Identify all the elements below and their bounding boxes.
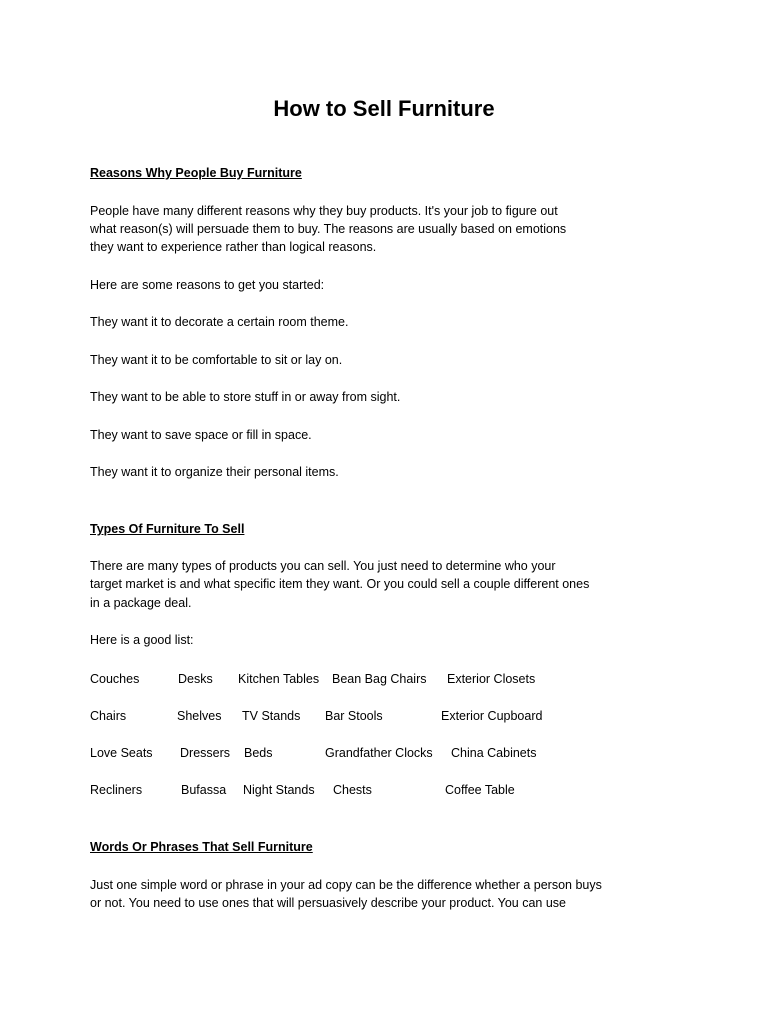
paragraph-line: in a package deal. — [90, 596, 192, 610]
furniture-item: Shelves — [177, 709, 222, 723]
furniture-item: Recliners — [90, 783, 143, 797]
paragraph-line: or not. You need to use ones that will persuasively describe your product. You can use — [90, 896, 567, 910]
furniture-item: Night Stands — [243, 783, 315, 797]
furniture-item: Chairs — [90, 709, 127, 723]
furniture-item: Bar Stools — [325, 709, 383, 723]
furniture-item: Bean Bag Chairs — [332, 672, 427, 686]
reason-item: They want it to decorate a certain room theme. — [90, 315, 349, 329]
paragraph-line: target market is and what specific item they want. Or you could sell a couple different ones — [90, 577, 590, 591]
furniture-item: Bufassa — [181, 783, 227, 797]
furniture-item: Desks — [178, 672, 213, 686]
furniture-item: Love Seats — [90, 746, 153, 760]
furniture-item: TV Stands — [242, 709, 301, 723]
lead-sentence: Here is a good list: — [90, 633, 194, 647]
lead-sentence: Here are some reasons to get you started: — [90, 278, 325, 292]
document-title: How to Sell Furniture — [273, 96, 495, 121]
furniture-item: China Cabinets — [451, 746, 537, 760]
reason-item: They want it to be comfortable to sit or lay on. — [90, 353, 343, 367]
reason-item: They want to save space or fill in space. — [90, 428, 312, 442]
furniture-item: Kitchen Tables — [238, 672, 320, 686]
furniture-item: Dressers — [180, 746, 231, 760]
furniture-item: Couches — [90, 672, 140, 686]
section-heading-types: Types Of Furniture To Sell — [90, 522, 245, 536]
furniture-item: Exterior Cupboard — [441, 709, 543, 723]
furniture-item: Grandfather Clocks — [325, 746, 433, 760]
paragraph-line: People have many different reasons why they buy products. It's your job to figure out — [90, 204, 558, 218]
furniture-item: Coffee Table — [445, 783, 515, 797]
furniture-item: Beds — [244, 746, 273, 760]
section-heading-reasons: Reasons Why People Buy Furniture — [90, 166, 302, 180]
furniture-item: Chests — [333, 783, 372, 797]
reason-item: They want it to organize their personal items. — [90, 465, 339, 479]
section-heading-words: Words Or Phrases That Sell Furniture — [90, 840, 313, 854]
paragraph-line: Just one simple word or phrase in your ad copy can be the difference whether a person buys — [90, 878, 602, 892]
paragraph-line: There are many types of products you can sell. You just need to determine who your — [90, 559, 556, 573]
reason-item: They want to be able to store stuff in or away from sight. — [90, 390, 401, 404]
furniture-item: Exterior Closets — [447, 672, 536, 686]
paragraph-line: what reason(s) will persuade them to buy. The reasons are usually based on emotions — [90, 222, 567, 236]
paragraph-line: they want to experience rather than logical reasons. — [90, 240, 377, 254]
